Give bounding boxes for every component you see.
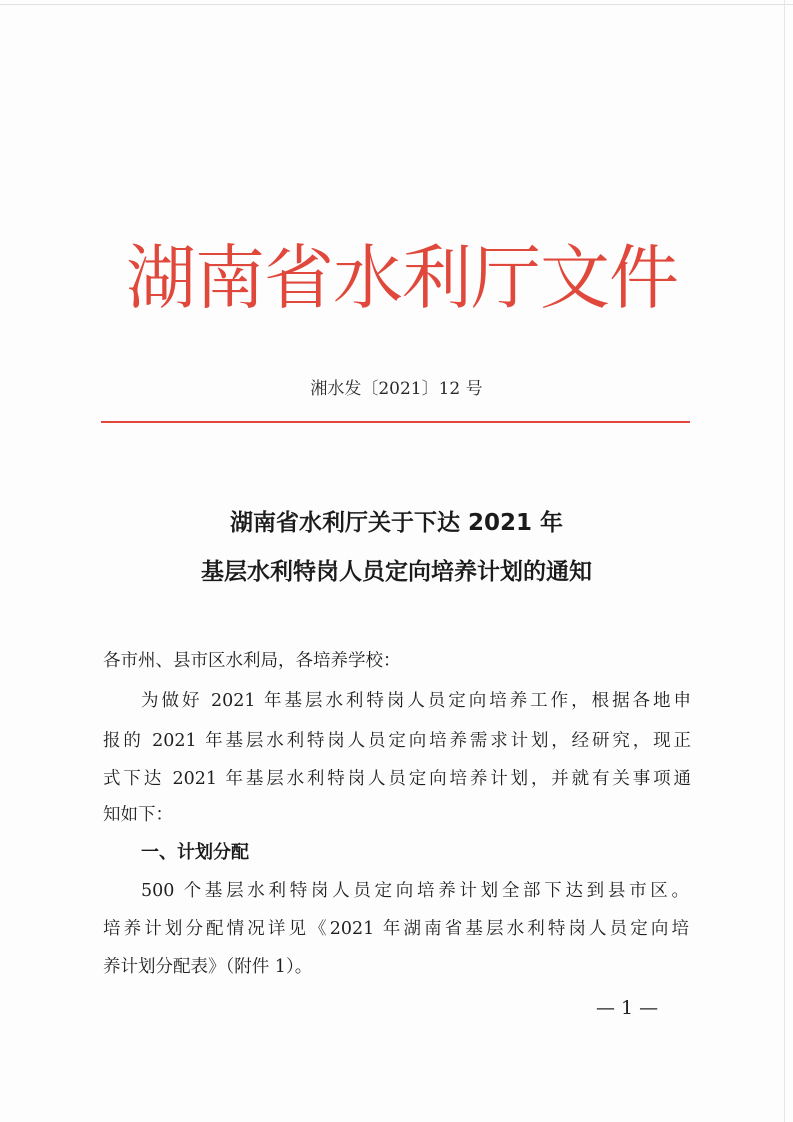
page-number: — 1 — bbox=[596, 997, 659, 1019]
addressee-line: 各市州、县市区水利局，各培养学校： bbox=[103, 651, 401, 671]
document-number: 湘水发〔2021〕12 号 bbox=[310, 379, 483, 399]
paragraph-1-line-1: 为做好 2021 年基层水利特岗人员定向培养工作，根据各地申 bbox=[141, 691, 691, 711]
paragraph-2-line-3: 养计划分配表》（附件 1）。 bbox=[103, 957, 313, 977]
paragraph-1-line-2: 报的 2021 年基层水利特岗人员定向培养需求计划，经研究，现正 bbox=[103, 731, 691, 751]
paragraph-2-line-1: 500 个基层水利特岗人员定向培养计划全部下达到县市区。 bbox=[141, 881, 689, 901]
header-red-rule bbox=[101, 421, 690, 423]
document-header-title: 湖南省水利厅文件 bbox=[126, 237, 678, 319]
paragraph-1-line-3: 式下达 2021 年基层水利特岗人员定向培养计划，并就有关事项通 bbox=[103, 769, 691, 789]
section-1-heading: 一、计划分配 bbox=[141, 842, 249, 863]
paragraph-2-line-2: 培养计划分配情况详见《2021 年湖南省基层水利特岗人员定向培 bbox=[103, 919, 689, 939]
notice-title-line-2: 基层水利特岗人员定向培养计划的通知 bbox=[201, 559, 592, 585]
page-edge-top bbox=[0, 4, 793, 5]
notice-title-line-1: 湖南省水利厅关于下达 2021 年 bbox=[229, 510, 564, 536]
paragraph-1-line-4: 知如下： bbox=[103, 805, 173, 825]
